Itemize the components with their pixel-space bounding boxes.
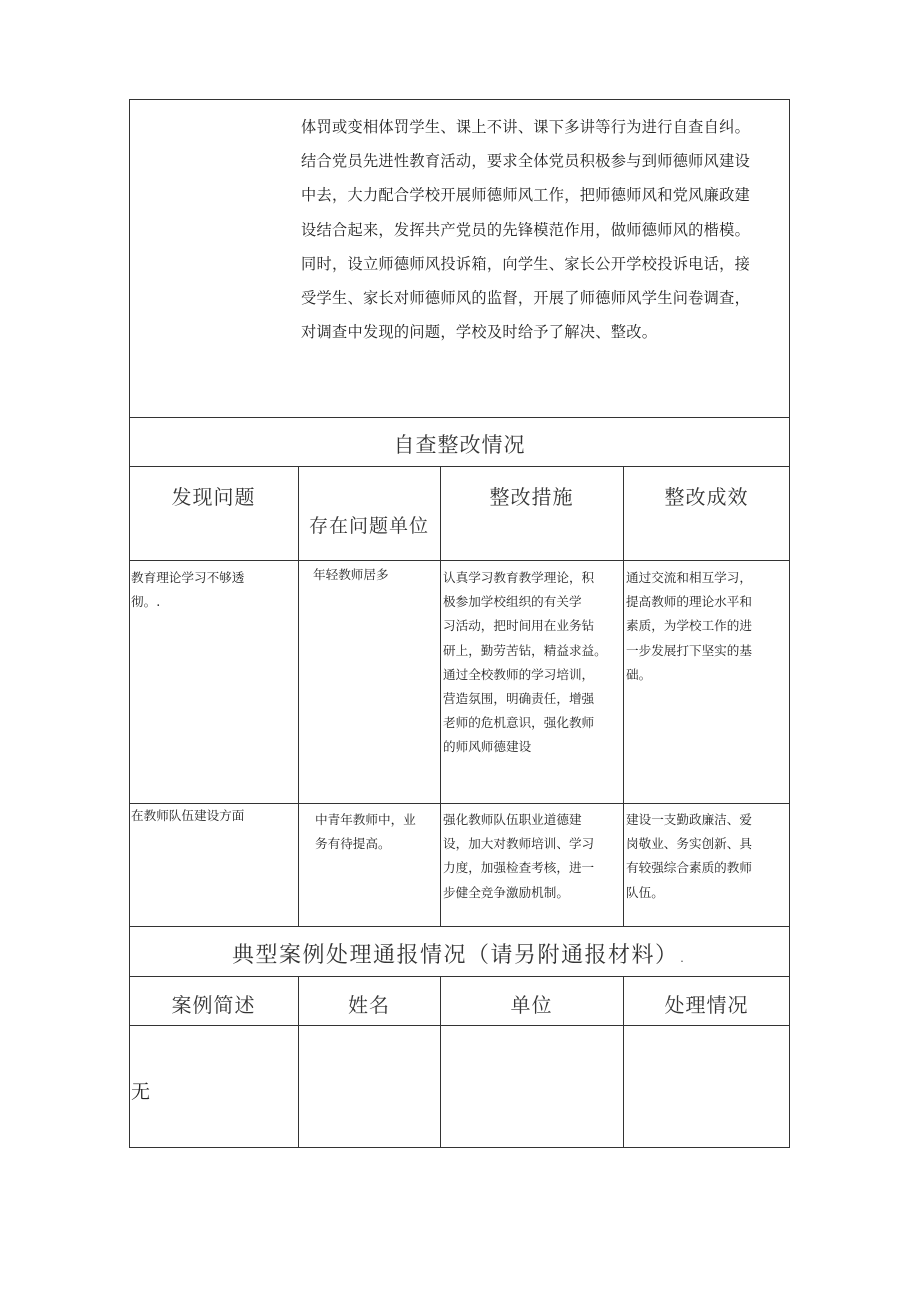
intro-line: 同时，设立师德师风投诉箱，向学生、家长公开学校投诉电话，接 [301,254,751,273]
col-divider [623,466,624,926]
row-divider [129,560,790,561]
row-divider [129,926,790,927]
intro-line: 受学生、家长对师德师风的监督，开展了师德师风学生问卷调查， [301,288,751,307]
intro-paragraph [301,110,791,349]
case-header-unit: 单位 [510,993,553,1017]
row2-measures: 强化教师队伍职业道德建 设，加大对教师培训、学习 力度，加强检查考核，进一 步健全竞争激励机制。 [443,812,595,900]
row1-measures: 认真学习教育教学理论，积 极参加学校组织的有关学 习活动，把时间用在业务钻 研上，勤劳苦钻，精益求益。 通过全校教师的学习培训， 营造氛围，明确责任，增强 老师的危机意识，强化教师 的师风师德建设 [443,570,607,755]
row1-problem: 教育理论学习不够透 彻。. [131,570,245,610]
row2-problem: 在教师队伍建设方面 [131,808,245,823]
case-header-name: 姓名 [348,993,390,1017]
row-divider [129,466,790,467]
row-divider [129,976,790,977]
header-unit: 存在问题单位 [308,515,429,537]
intro-line: 中去，大力配合学校开展师德师风工作，把师德师风和党风廉政建 [301,186,751,205]
case-header-handling: 处理情况 [664,993,749,1017]
header-measures: 整改措施 [489,485,574,509]
case-header-summary: 案例简述 [171,993,256,1017]
intro-line: 体罚或变相体罚学生、课上不讲、课下多讲等行为进行自查自纠。 [301,118,751,136]
header-problem: 发现问题 [171,485,256,509]
col-divider [440,466,441,926]
rectification-title: 自查整改情况 [393,433,526,457]
row-divider [129,417,790,418]
row2-results: 建设一支勤政廉洁、爱 岗敬业、务实创新、具 有较强综合素质的教师 队伍。 [626,812,752,900]
intro-line: 结合党员先进性教育活动，要求全体党员积极参与到师德师风建设 [301,152,751,171]
intro-line: 设结合起来，发挥共产党员的先锋模范作用，做师德师风的楷模。 [301,220,751,239]
header-results: 整改成效 [664,485,749,509]
row1-unit: 年轻教师居多 [313,567,389,582]
row2-unit: 中青年教师中，业 务有待提高。 [315,812,416,852]
row1-results: 通过交流和相互学习， 提高教师的理论水平和 素质，为学校工作的进 一步发展打下坚实的基 础。 [626,570,752,682]
row-divider [129,1025,790,1026]
intro-line: 对调查中发现的问题，学校及时给予了解决、整改。 [301,323,658,342]
case-summary: 无 [131,1081,151,1103]
cases-title: 典型案例处理通报情况（请另附通报材料）. [232,943,687,968]
